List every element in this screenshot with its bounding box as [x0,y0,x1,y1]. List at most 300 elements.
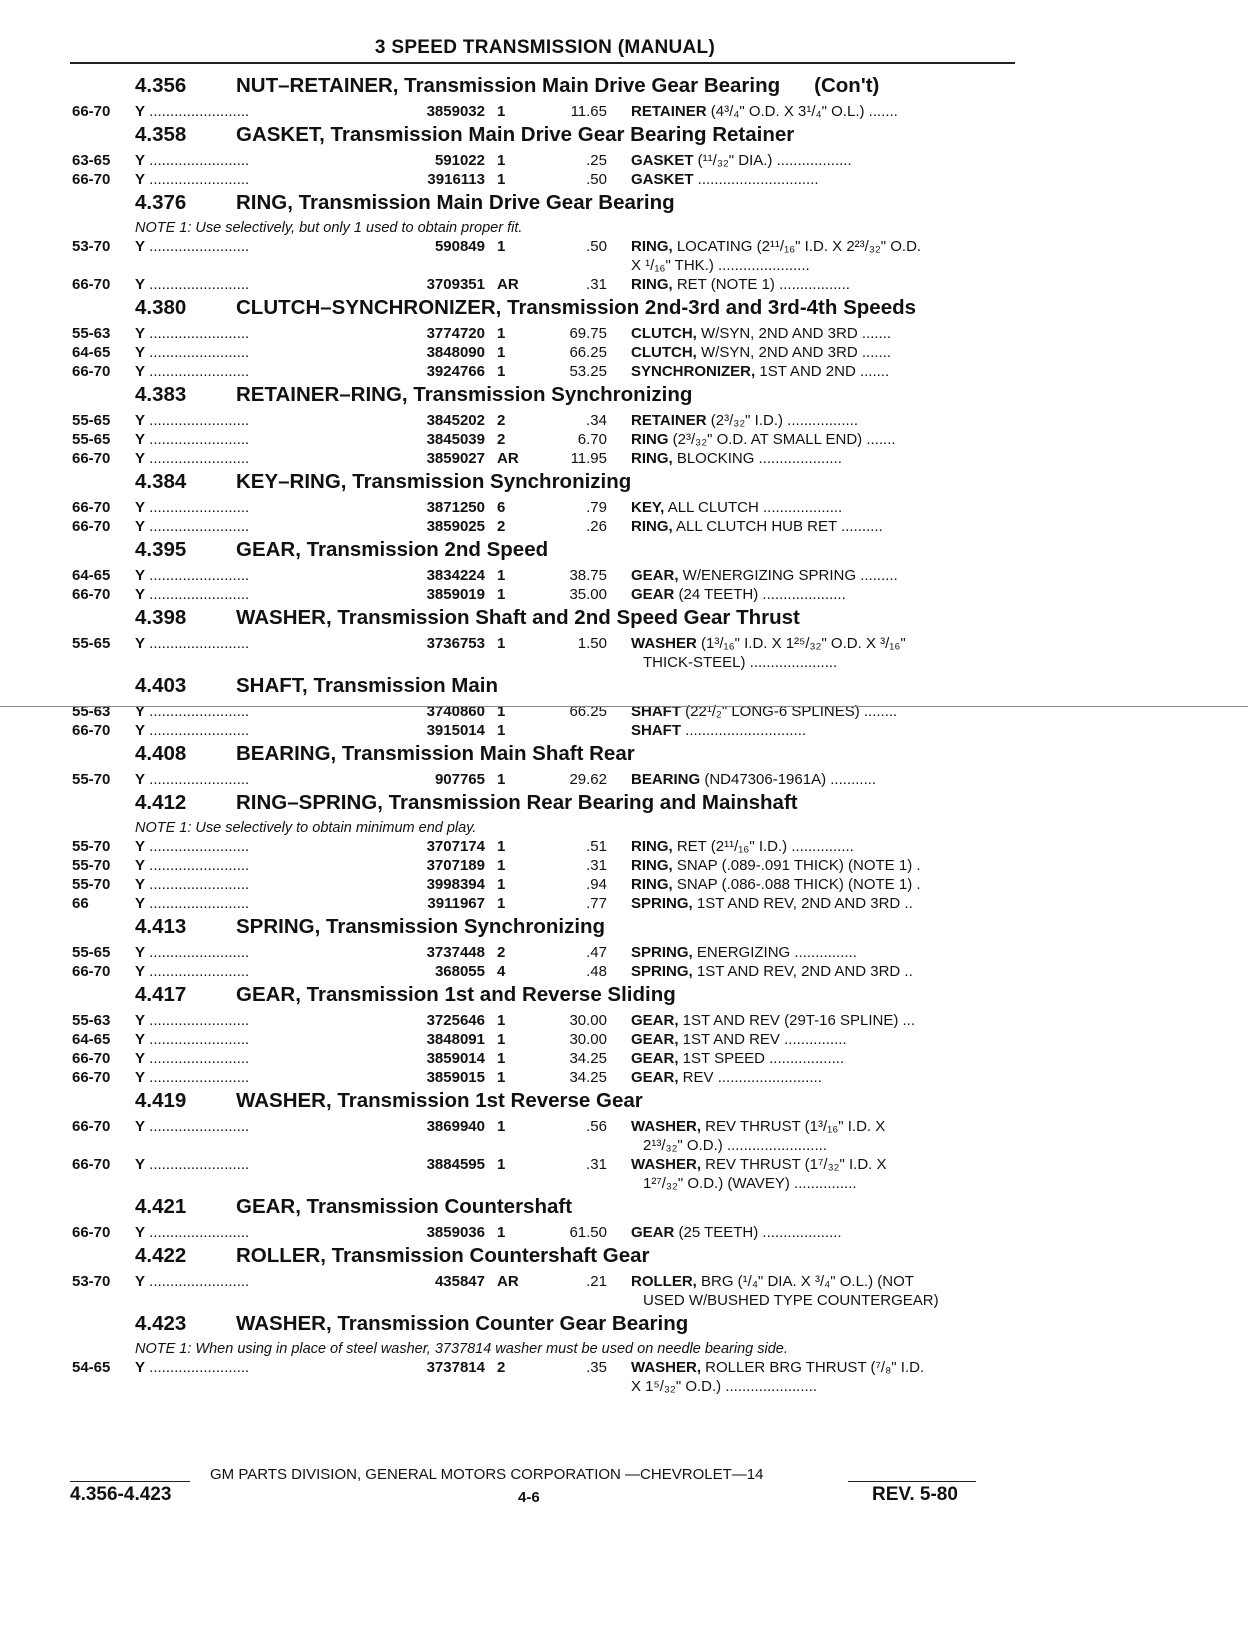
model-years: 66-70 [72,1156,111,1173]
usage-code-letter: Y [135,1012,146,1029]
quantity [485,837,527,856]
price: 61.50 [569,1224,607,1241]
part-description [607,962,1017,981]
price: 34.25 [569,1050,607,1067]
part-number: 591022 [434,152,485,169]
section-title [236,1089,1017,1113]
usage-code: Y ........................ [135,857,250,874]
part-description [607,324,1017,343]
price: 66.25 [569,703,607,720]
usage-code-letter: Y [135,238,146,255]
description-detail: (22¹/₂" LONG-6 SPLINES) [681,703,860,720]
description-detail: W/ENERGIZING SPRING [678,567,857,584]
section-heading [72,1312,1017,1340]
part-description [607,1136,1017,1155]
section-heading [72,791,1017,819]
quantity-value: 1 [497,238,506,255]
description-keyword: GEAR [631,1224,675,1241]
section-title-text: NUT–RETAINER, Transmission Main Drive Gear Bearing [236,74,781,97]
section-note: NOTE 1: Use selectively, but only 1 used to obtain proper fit. [135,220,523,236]
part-number: 590849 [434,238,485,255]
part-row [72,1117,1017,1136]
description-leader: ................. [774,276,850,293]
part-number: 3859036 [426,1224,485,1241]
part-number: 3737814 [426,1359,485,1376]
part-row [72,770,1017,789]
usage-code-letter: Y [135,1118,146,1135]
part-description [607,170,1017,189]
part-number: 3998394 [426,876,485,893]
quantity-value: 1 [497,1069,506,1086]
quantity-value: AR [497,276,519,293]
section-title-text: RETAINER–RING, Transmission Synchronizing [236,383,693,406]
price: 38.75 [569,567,607,584]
section-title-text: GEAR, Transmission 1st and Reverse Sliding [236,983,676,1006]
description-leader: .................... [754,450,842,467]
part-number: 3859027 [426,450,485,467]
part-description [607,449,1017,468]
description-keyword: RING, [631,857,673,874]
part-row [72,237,1017,256]
description-detail: REV [678,1069,714,1086]
section-number: 4.358 [135,123,187,146]
description-leader: ............... [790,944,857,961]
catalog-section [72,191,1017,294]
price: 29.62 [569,771,607,788]
usage-code-letter: Y [135,876,146,893]
description-keyword: CLUTCH, [631,325,697,342]
quantity [485,1011,527,1030]
description-keyword: SPRING, [631,944,693,961]
part-description [607,770,1017,789]
catalog-section [72,383,1017,468]
price [527,721,607,740]
description-keyword: RING, [631,238,673,255]
section-number: 4.380 [135,296,187,319]
part-number [405,1377,485,1396]
description-leader: ........... [826,771,877,788]
catalog-section [72,915,1017,981]
description-detail: X 1⁵/₃₂" O.D.) [631,1378,722,1395]
usage-code: Y ........................ [135,1069,250,1086]
part-description [607,237,1017,256]
usage-code: Y ........................ [135,450,250,467]
quantity-value: 1 [497,171,506,188]
catalog-section [72,296,1017,381]
price: .77 [586,895,607,912]
quantity-value: 1 [497,344,506,361]
description-detail: (ND47306-1961A) [700,771,827,788]
part-number [405,256,485,275]
section-heading [72,191,1017,219]
usage-code-letter: Y [135,431,146,448]
part-row [72,837,1017,856]
description-detail: ALL CLUTCH HUB RET [672,518,837,535]
description-detail: X ¹/₁₆" THK.) [631,257,714,274]
catalog-section [72,1195,1017,1242]
part-number: 3834224 [426,567,485,584]
part-description [607,1068,1017,1087]
footer-rule-left [70,1481,190,1482]
part-description [607,856,1017,875]
part-number: 3859014 [426,1050,485,1067]
description-leader: ............... [789,1175,857,1192]
part-description [607,1174,1017,1193]
description-keyword: RING, [631,838,673,855]
part-number: 3869940 [426,1118,485,1135]
usage-code: Y ........................ [135,152,250,169]
section-note: NOTE 1: Use selectively to obtain minimum end play. [135,820,477,836]
part-description [607,943,1017,962]
catalog-section [72,606,1017,672]
usage-code: Y ........................ [135,586,250,603]
description-detail: 1ST AND REV, 2ND AND 3RD [692,963,901,980]
part-number: 3915014 [426,722,485,739]
section-heading [72,983,1017,1011]
part-number: 3859025 [426,518,485,535]
usage-code: Y ........................ [135,703,250,720]
price: 66.25 [569,344,607,361]
description-keyword: SPRING, [631,963,693,980]
section-number: 4.419 [135,1089,187,1112]
usage-code: Y ........................ [135,363,250,380]
price [527,1174,607,1193]
quantity-value: 1 [497,363,506,380]
quantity [485,585,527,604]
usage-code: Y ........................ [135,963,250,980]
part-row [72,702,1017,721]
description-detail: (2³/₃₂" O.D. AT SMALL END) [668,431,863,448]
section-title [236,791,1017,815]
part-row [72,1272,1017,1291]
part-number: 368055 [434,963,485,980]
section-number: 4.422 [135,1244,187,1267]
usage-code-letter: Y [135,1224,146,1241]
quantity-value: 1 [497,1012,506,1029]
section-title [236,123,1017,147]
part-description [607,875,1017,894]
part-number: 3737448 [426,944,485,961]
price: 11.65 [570,103,607,120]
part-number [405,653,485,672]
description-detail: LOCATING (2¹¹/₁₆" I.D. X 2²³/₃₂" O.D. [672,238,922,255]
price: 53.25 [569,363,607,380]
price [527,1291,607,1310]
quantity [485,411,527,430]
part-row [72,943,1017,962]
quantity-value: 1 [497,1050,506,1067]
description-leader: ....... [857,325,892,342]
section-number: 4.412 [135,791,187,814]
part-row [72,1291,1017,1310]
model-years [72,1377,135,1396]
part-description [607,1155,1017,1174]
usage-code: Y ........................ [135,431,250,448]
usage-code: Y ........................ [135,238,250,255]
quantity [485,894,527,913]
description-leader: ........ [859,703,898,720]
quantity-value: 2 [497,412,506,429]
description-detail: W/SYN, 2ND AND 3RD [696,325,858,342]
part-row [72,151,1017,170]
price: .47 [586,944,607,961]
section-heading [72,470,1017,498]
description-leader: . [912,857,921,874]
usage-code-letter: Y [135,1031,146,1048]
description-leader: ................... [758,1224,842,1241]
quantity [485,430,527,449]
usage-code [135,653,405,672]
quantity-value: 1 [497,567,506,584]
usage-code: Y ........................ [135,1118,250,1135]
price [527,1136,607,1155]
section-number: 4.356 [135,74,187,97]
quantity [485,362,527,381]
model-years: 55-65 [72,635,111,652]
description-detail: THICK-STEEL) [643,654,746,671]
model-years: 66-70 [72,276,111,293]
usage-code: Y ........................ [135,325,250,342]
description-leader: ......................... [713,1069,822,1086]
model-years [72,256,135,275]
description-keyword: SYNCHRONIZER, [631,363,756,380]
part-description [607,894,1017,913]
section-heading [72,383,1017,411]
description-detail: (¹¹/₃₂" DIA.) [693,152,773,169]
description-leader: ........................ [722,1137,827,1154]
usage-code: Y ........................ [135,103,250,120]
price: .31 [586,276,607,293]
quantity-value: 2 [497,944,506,961]
footer-section-range: 4.356-4.423 [70,1484,172,1505]
price: 1.50 [577,635,607,652]
price: .34 [586,412,607,429]
description-keyword: RING, [631,518,673,535]
model-years: 66-70 [72,1118,111,1135]
usage-code: Y ........................ [135,876,250,893]
catalog-section [72,538,1017,604]
quantity [485,1377,527,1396]
quantity-value: 2 [497,518,506,535]
section-heading [72,1089,1017,1117]
usage-code: Y ........................ [135,344,250,361]
part-row [72,566,1017,585]
quantity [485,1136,527,1155]
quantity [485,1272,527,1291]
quantity-value: 1 [497,838,506,855]
model-years: 55-70 [72,838,111,855]
quantity [485,566,527,585]
usage-code: Y ........................ [135,635,250,652]
quantity [485,1155,527,1174]
section-title-text: CLUTCH–SYNCHRONIZER, Transmission 2nd-3rd and 3rd-4th Speeds [236,296,917,319]
description-keyword: ROLLER, [631,1273,697,1290]
description-detail: REV THRUST (1⁷/₃₂" I.D. X [701,1156,887,1173]
section-title [236,191,1017,215]
part-description [607,362,1017,381]
part-description [607,1011,1017,1030]
quantity-value: 1 [497,876,506,893]
quantity-value: 1 [497,1031,506,1048]
model-years: 64-65 [72,344,111,361]
quantity-value: 1 [497,103,506,120]
model-years: 55-63 [72,325,111,342]
section-title-text: WASHER, Transmission Shaft and 2nd Speed Gear Thrust [236,606,800,629]
usage-code-letter: Y [135,963,146,980]
catalog-section [72,791,1017,913]
description-keyword: BEARING [631,771,701,788]
part-description [607,102,1017,121]
price: .21 [586,1273,607,1290]
description-keyword: KEY, [631,499,665,516]
part-description [607,275,1017,294]
part-description [607,585,1017,604]
description-detail: (25 TEETH) [674,1224,759,1241]
usage-code-letter: Y [135,276,146,293]
part-number [405,1136,485,1155]
section-title [236,742,1017,766]
section-heading [72,606,1017,634]
quantity-value: 1 [497,325,506,342]
description-detail: REV THRUST (1³/₁₆" I.D. X [701,1118,886,1135]
description-keyword: CLUTCH, [631,344,697,361]
section-title [236,538,1017,562]
model-years: 66-70 [72,1069,111,1086]
description-leader: .................. [764,1050,845,1067]
section-number: 4.384 [135,470,187,493]
model-years: 63-65 [72,152,111,169]
part-description [607,721,1017,740]
section-heading [72,1195,1017,1223]
description-keyword: GEAR, [631,1031,679,1048]
description-detail: ENERGIZING [692,944,791,961]
part-number: 3845202 [426,412,485,429]
section-number: 4.395 [135,538,187,561]
price: 11.95 [570,450,607,467]
quantity-value: AR [497,450,519,467]
part-number: 3736753 [426,635,485,652]
usage-code-letter: Y [135,450,146,467]
section-title [236,674,1017,698]
section-title [236,74,1017,98]
model-years: 55-63 [72,1012,111,1029]
price [527,653,607,672]
quantity [485,721,527,740]
quantity [485,237,527,256]
description-keyword: GEAR, [631,1050,679,1067]
description-keyword: RETAINER [631,412,707,429]
part-number: 3709351 [426,276,485,293]
part-description [607,1030,1017,1049]
usage-code-letter: Y [135,857,146,874]
usage-code-letter: Y [135,344,146,361]
quantity [485,943,527,962]
price [527,256,607,275]
quantity [485,275,527,294]
part-row [72,894,1017,913]
usage-code-letter: Y [135,944,146,961]
description-keyword: WASHER, [631,1156,702,1173]
usage-code [135,1174,405,1193]
part-description [607,343,1017,362]
description-keyword: RING, [631,276,673,293]
price: .56 [586,1118,607,1135]
description-leader: ....... [855,363,890,380]
description-leader: .................... [758,586,846,603]
part-description [607,1358,1017,1377]
usage-code-letter: Y [135,518,146,535]
part-description [607,566,1017,585]
catalog-section [72,674,1017,740]
quantity [485,653,527,672]
description-leader: ............................. [693,171,819,188]
section-heading [72,74,1017,102]
footer-publisher: GM PARTS DIVISION, GENERAL MOTORS CORPORATION —CHEVROLET—14 [210,1466,764,1483]
part-row [72,1377,1017,1396]
model-years: 66-70 [72,1050,111,1067]
description-detail: SNAP (.086-.088 THICK) (NOTE 1) [672,876,913,893]
quantity-value: 1 [497,857,506,874]
usage-code-letter: Y [135,499,146,516]
section-title [236,296,1017,320]
part-description [607,1223,1017,1242]
price: .26 [586,518,607,535]
quantity-value: 1 [497,703,506,720]
part-number: 3725646 [426,1012,485,1029]
description-leader: .......... [836,518,883,535]
description-keyword: WASHER, [631,1118,702,1135]
section-number: 4.413 [135,915,187,938]
description-keyword: SHAFT [631,703,681,720]
description-leader: ..................... [745,654,838,671]
section-number: 4.408 [135,742,187,765]
description-detail: 1ST AND REV, 2ND AND 3RD [692,895,901,912]
quantity [485,770,527,789]
section-title [236,1244,1017,1268]
description-keyword: GASKET [631,171,694,188]
section-number: 4.421 [135,1195,187,1218]
section-number: 4.403 [135,674,187,697]
catalog-section [72,1244,1017,1310]
description-detail: 1ST AND REV (29T-16 SPLINE) [678,1012,899,1029]
description-leader: ....... [862,431,896,448]
model-years [72,1291,135,1310]
section-title-text: KEY–RING, Transmission Synchronizing [236,470,632,493]
part-row [72,1358,1017,1377]
price: .35 [586,1359,607,1376]
quantity-value: 2 [497,431,506,448]
price: 30.00 [569,1012,607,1029]
usage-code: Y ........................ [135,944,250,961]
section-title-text: BEARING, Transmission Main Shaft Rear [236,742,635,765]
description-detail: (4³/₄" O.D. X 3¹/₄" O.L.) [706,103,865,120]
part-row [72,856,1017,875]
description-leader: ......... [856,567,898,584]
model-years: 66-70 [72,518,111,535]
section-number: 4.423 [135,1312,187,1335]
part-number: 3911967 [427,895,485,912]
usage-code: Y ........................ [135,838,250,855]
description-keyword: GASKET [631,152,694,169]
section-heading [72,538,1017,566]
description-leader: ... [898,1012,915,1029]
usage-code-letter: Y [135,171,146,188]
catalog-section [72,983,1017,1087]
part-row [72,102,1017,121]
part-description [607,1377,1017,1396]
part-row [72,170,1017,189]
description-keyword: SHAFT [631,722,681,739]
